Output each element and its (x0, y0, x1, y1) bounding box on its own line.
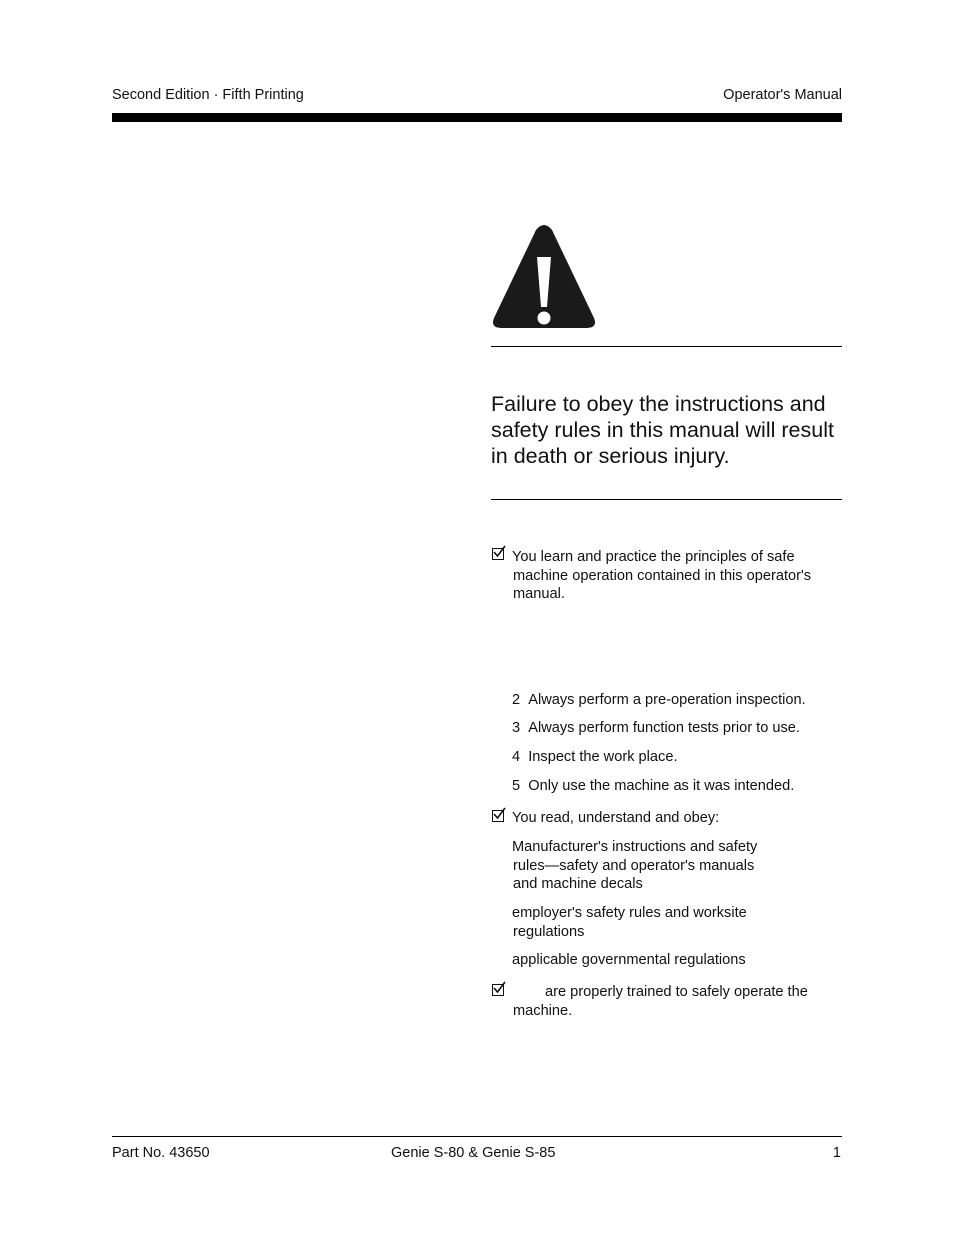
check-item-line: are properly trained to safely operate the (545, 984, 808, 1000)
header-bar (112, 113, 842, 122)
footer-page-number: 1 (832, 1145, 841, 1161)
warning-line: safety rules in this manual will result (491, 418, 834, 442)
sub-item-line: regulations (513, 923, 585, 940)
sub-item-line: Manufacturer's instructions and safety (512, 839, 758, 855)
check-item-read: You read, understand and obey: (512, 810, 720, 826)
item-number: 5 (512, 778, 521, 794)
checkbox-checked-icon (492, 548, 504, 560)
numbered-item (512, 748, 678, 767)
warning-line: in death or serious injury. (491, 444, 730, 468)
sub-item-governmental: applicable governmental regulations (512, 952, 746, 968)
sub-item-employer (512, 904, 747, 941)
divider-bottom (491, 499, 842, 500)
item-text: Inspect the work place. (528, 749, 678, 765)
sub-item-line: rules—safety and operator's manuals (513, 857, 755, 874)
item-number: 3 (512, 720, 521, 736)
item-text: Always perform a pre-operation inspection. (528, 692, 806, 708)
numbered-item (512, 719, 800, 738)
numbered-item (512, 777, 794, 796)
check-item-learn (512, 548, 811, 604)
header-edition: Second Edition · Fifth Printing (112, 87, 304, 103)
divider-top (491, 346, 842, 347)
footer-rule (112, 1136, 842, 1137)
header-manual-title: Operator's Manual (723, 87, 842, 103)
sub-item-line: and machine decals (513, 876, 643, 892)
checkbox-checked-icon (492, 810, 504, 822)
check-item-trained (512, 983, 808, 1020)
footer-part-number: Part No. 43650 (112, 1145, 210, 1161)
footer-model: Genie S-80 & Genie S-85 (391, 1145, 556, 1161)
sub-item-line: employer's safety rules and worksite (512, 905, 747, 921)
item-number: 2 (512, 692, 521, 708)
item-text: Only use the machine as it was intended. (528, 778, 795, 794)
warning-triangle-icon (490, 224, 598, 330)
check-item-line: machine operation contained in this operator's (513, 567, 812, 584)
warning-line: Failure to obey the instructions and (491, 392, 826, 416)
item-text: Always perform function tests prior to use. (528, 720, 800, 736)
check-item-line: machine. (513, 1002, 573, 1019)
check-item-line: manual. (513, 586, 565, 602)
warning-lead-text (491, 391, 851, 469)
sub-item-manufacturer (512, 838, 757, 894)
check-item-line: You learn and practice the principles of safe (512, 549, 795, 565)
numbered-item (512, 691, 806, 710)
checkbox-checked-icon (492, 984, 504, 996)
item-number: 4 (512, 749, 521, 765)
